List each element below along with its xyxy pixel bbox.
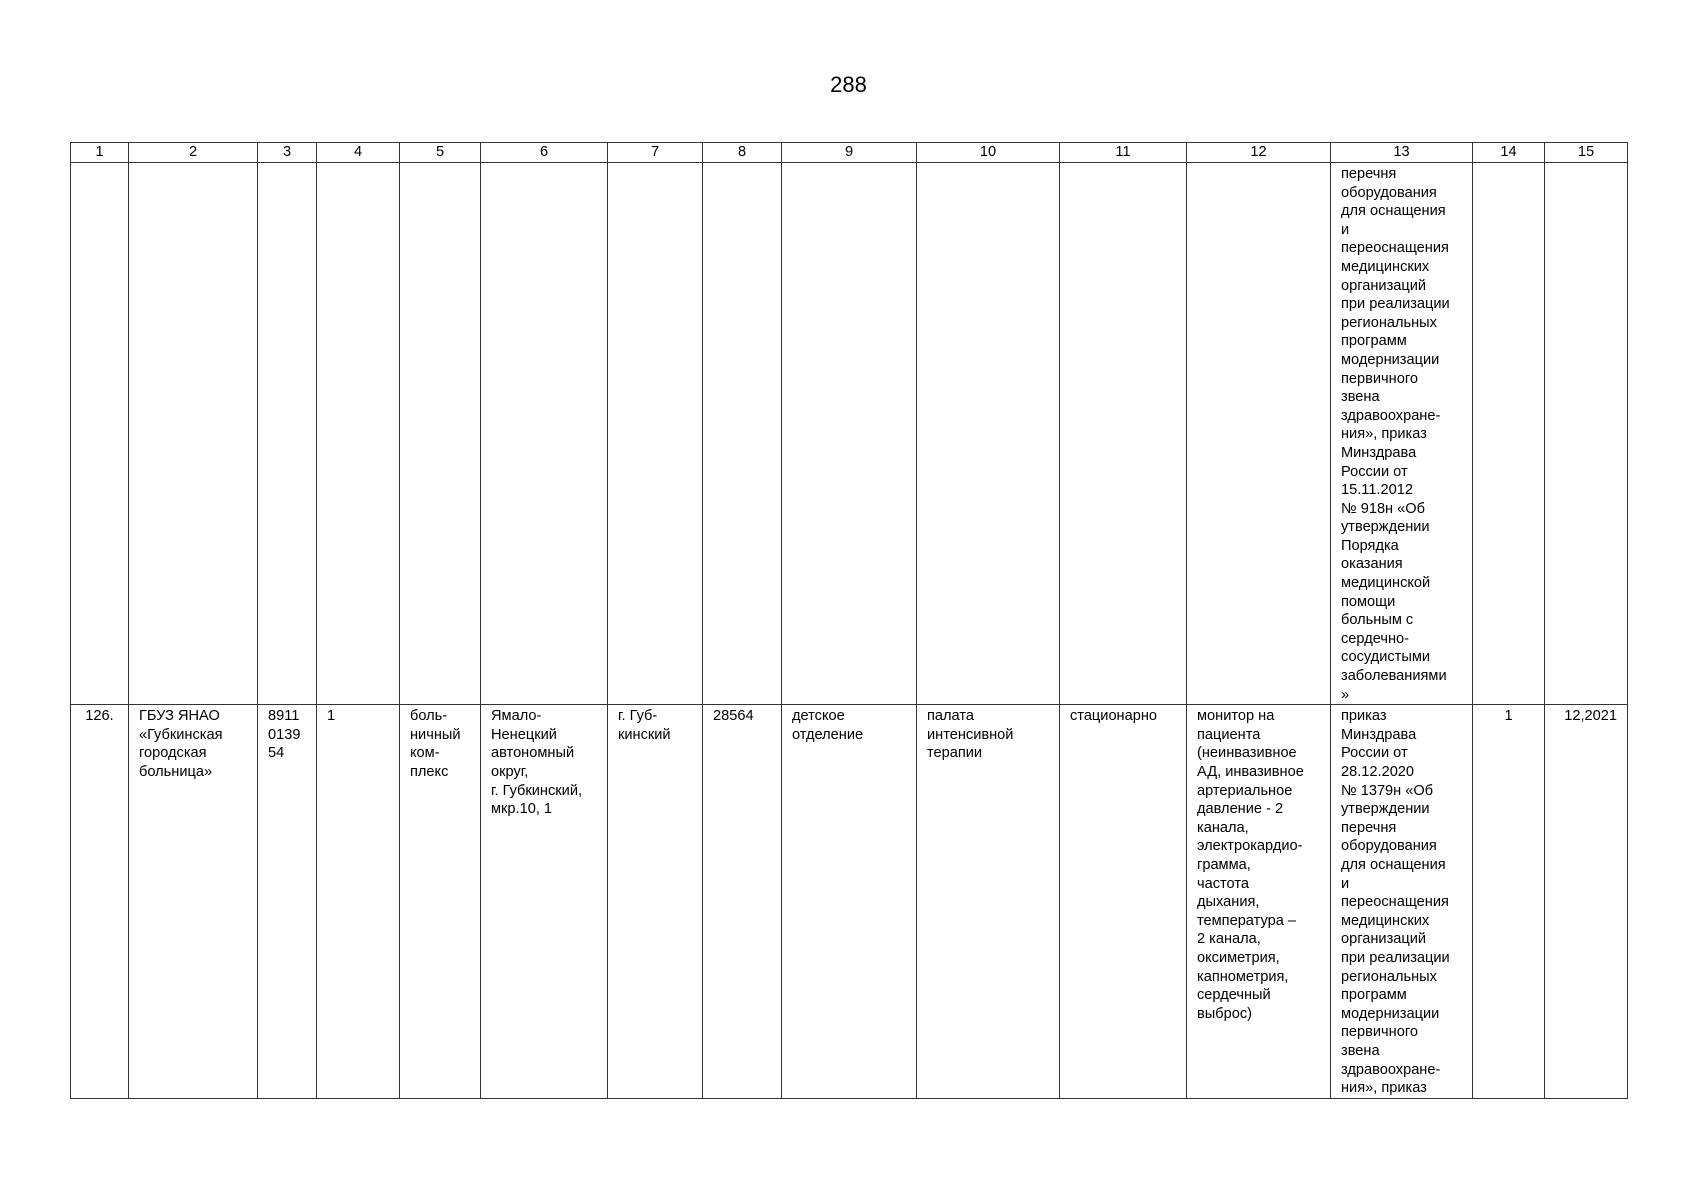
column-header: 4: [317, 143, 400, 163]
text-line: г. Губ-: [618, 708, 658, 725]
text-line: дыхания,: [1197, 894, 1260, 911]
text-line: 15.11.2012: [1341, 482, 1413, 499]
text-line: здравоохране-: [1341, 1061, 1441, 1078]
column-header: 11: [1060, 143, 1187, 163]
text-line: 28.12.2020: [1341, 764, 1415, 780]
text-line: »: [1341, 686, 1350, 703]
text-line: больница»: [139, 764, 213, 780]
column-header: 1: [71, 143, 129, 163]
text-line: плекс: [410, 764, 449, 780]
text-line: медицинской: [1341, 575, 1431, 592]
text-line: сердечно-: [1341, 630, 1409, 647]
cell-row-number: 126.: [71, 705, 129, 1098]
text-line: модернизации: [1341, 1005, 1440, 1022]
cell-equipment: [1187, 705, 1331, 1098]
text-line: 8911: [268, 708, 300, 725]
text-line: больным с: [1341, 612, 1414, 629]
cell-room: [917, 705, 1060, 1098]
column-header: 7: [608, 143, 703, 163]
cell-basis: [1331, 705, 1473, 1098]
text-line: медицинских: [1341, 258, 1430, 275]
cell: [400, 163, 481, 705]
text-line: монитор на: [1197, 708, 1275, 725]
text-line: оборудования: [1341, 838, 1437, 855]
text-line: детское: [792, 708, 845, 725]
text-line: канала,: [1197, 819, 1249, 836]
cell: [917, 163, 1060, 705]
text-line: при реализации: [1341, 296, 1450, 313]
cell-basis-continuation: [1331, 163, 1473, 705]
column-header: 6: [481, 143, 608, 163]
text-line: ничный: [410, 726, 461, 743]
text-line: при реализации: [1341, 949, 1450, 966]
cell-date: 12,2021: [1545, 705, 1628, 1098]
column-header: 12: [1187, 143, 1331, 163]
text-line: 54: [268, 745, 285, 762]
cell-care-type: стационарно: [1060, 705, 1187, 1098]
text-line: сердечный: [1197, 987, 1271, 1004]
text-line: первичного: [1341, 1024, 1418, 1041]
column-header: 9: [782, 143, 917, 163]
text-line: России от: [1341, 745, 1408, 762]
text-line: звена: [1341, 389, 1380, 406]
text-line: организаций: [1341, 931, 1427, 948]
text-line: и: [1341, 875, 1350, 892]
text-line: давление - 2: [1197, 801, 1284, 818]
text-line: выброс): [1197, 1005, 1252, 1022]
text-line: приказ: [1341, 708, 1387, 725]
cell-facility-type: [400, 705, 481, 1098]
text-line: утверждении: [1341, 801, 1430, 818]
cell-inn: [258, 705, 317, 1098]
cell-locality: [608, 705, 703, 1098]
text-line: Ненецкий: [491, 726, 557, 743]
cell-col4: 1: [317, 705, 400, 1098]
text-line: городская: [139, 745, 207, 762]
text-line: заболеваниями: [1341, 668, 1447, 685]
equipment-table: [70, 142, 1628, 1099]
text-line: и: [1341, 221, 1350, 238]
text-line: для оснащения: [1341, 203, 1446, 220]
text-line: России от: [1341, 463, 1408, 480]
cell: [703, 163, 782, 705]
column-header: 15: [1545, 143, 1628, 163]
text-line: г. Губкинский,: [491, 782, 583, 799]
text-line: «Губкинская: [139, 726, 223, 743]
cell-address: [481, 705, 608, 1098]
text-line: палата: [927, 708, 974, 725]
cell: [481, 163, 608, 705]
text-line: утверждении: [1341, 519, 1430, 536]
column-header: 5: [400, 143, 481, 163]
cell: [1060, 163, 1187, 705]
text-line: Минздрава: [1341, 444, 1417, 461]
cell-quantity: 1: [1473, 705, 1545, 1098]
text-line: оказания: [1341, 556, 1403, 573]
cell: [71, 163, 129, 705]
text-line: электрокардио-: [1197, 838, 1303, 855]
text-line: Ямало-: [491, 708, 542, 725]
table-row-continuation: [71, 163, 1628, 705]
text-line: (неинвазивное: [1197, 745, 1297, 762]
text-line: терапии: [927, 745, 983, 762]
cell: [608, 163, 703, 705]
text-line: перечня: [1341, 819, 1397, 836]
cell: [129, 163, 258, 705]
text-line: модернизации: [1341, 351, 1440, 368]
text-line: ния», приказ: [1341, 1080, 1427, 1097]
text-line: отделение: [792, 726, 864, 743]
text-line: мкр.10, 1: [491, 801, 553, 818]
text-line: частота: [1197, 875, 1249, 892]
text-line: программ: [1341, 333, 1407, 350]
text-line: № 1379н «Об: [1341, 782, 1434, 799]
text-line: ГБУЗ ЯНАО: [139, 708, 220, 725]
text-line: 0139: [268, 726, 301, 743]
text-line: медицинских: [1341, 912, 1430, 929]
text-line: кинский: [618, 726, 671, 743]
text-line: организаций: [1341, 277, 1427, 294]
text-line: ком-: [410, 745, 440, 762]
text-line: звена: [1341, 1042, 1380, 1059]
text-line: сосудистыми: [1341, 649, 1431, 666]
text-line: ния», приказ: [1341, 426, 1427, 443]
cell: [1545, 163, 1628, 705]
cell: [317, 163, 400, 705]
text-line: программ: [1341, 987, 1407, 1004]
text-line: артериальное: [1197, 782, 1293, 799]
text-line: округ,: [491, 764, 529, 780]
table-row: [71, 705, 1628, 1098]
text-line: региональных: [1341, 968, 1437, 985]
text-line: капнометрия,: [1197, 968, 1289, 985]
cell-col8: 28564: [703, 705, 782, 1098]
page-number: 288: [830, 72, 867, 97]
column-header: 10: [917, 143, 1060, 163]
text-line: для оснащения: [1341, 856, 1446, 873]
text-line: автономный: [491, 745, 575, 762]
column-header: 13: [1331, 143, 1473, 163]
column-number-row: [71, 143, 1628, 163]
text-line: переоснащения: [1341, 894, 1449, 911]
text-line: боль-: [410, 708, 448, 725]
text-line: № 918н «Об: [1341, 500, 1425, 517]
text-line: Порядка: [1341, 537, 1399, 554]
cell: [258, 163, 317, 705]
column-header: 2: [129, 143, 258, 163]
column-header: 14: [1473, 143, 1545, 163]
text-line: АД, инвазивное: [1197, 764, 1304, 780]
text-line: переоснащения: [1341, 240, 1449, 257]
column-header: 3: [258, 143, 317, 163]
cell: [1473, 163, 1545, 705]
cell: [1187, 163, 1331, 705]
column-header: 8: [703, 143, 782, 163]
cell-organization: [129, 705, 258, 1098]
text-line: температура –: [1197, 912, 1296, 929]
text-line: оборудования: [1341, 184, 1437, 201]
cell-department: [782, 705, 917, 1098]
text-line: здравоохране-: [1341, 407, 1441, 424]
text-line: пациента: [1197, 726, 1261, 743]
text-line: интенсивной: [927, 726, 1014, 743]
text-line: оксиметрия,: [1197, 949, 1280, 966]
text-line: региональных: [1341, 314, 1437, 331]
text-line: первичного: [1341, 370, 1418, 387]
text-line: Минздрава: [1341, 726, 1417, 743]
text-line: грамма,: [1197, 856, 1251, 873]
cell: [782, 163, 917, 705]
text-line: помощи: [1341, 593, 1396, 610]
text-line: 2 канала,: [1197, 931, 1261, 948]
text-line: перечня: [1341, 166, 1397, 182]
